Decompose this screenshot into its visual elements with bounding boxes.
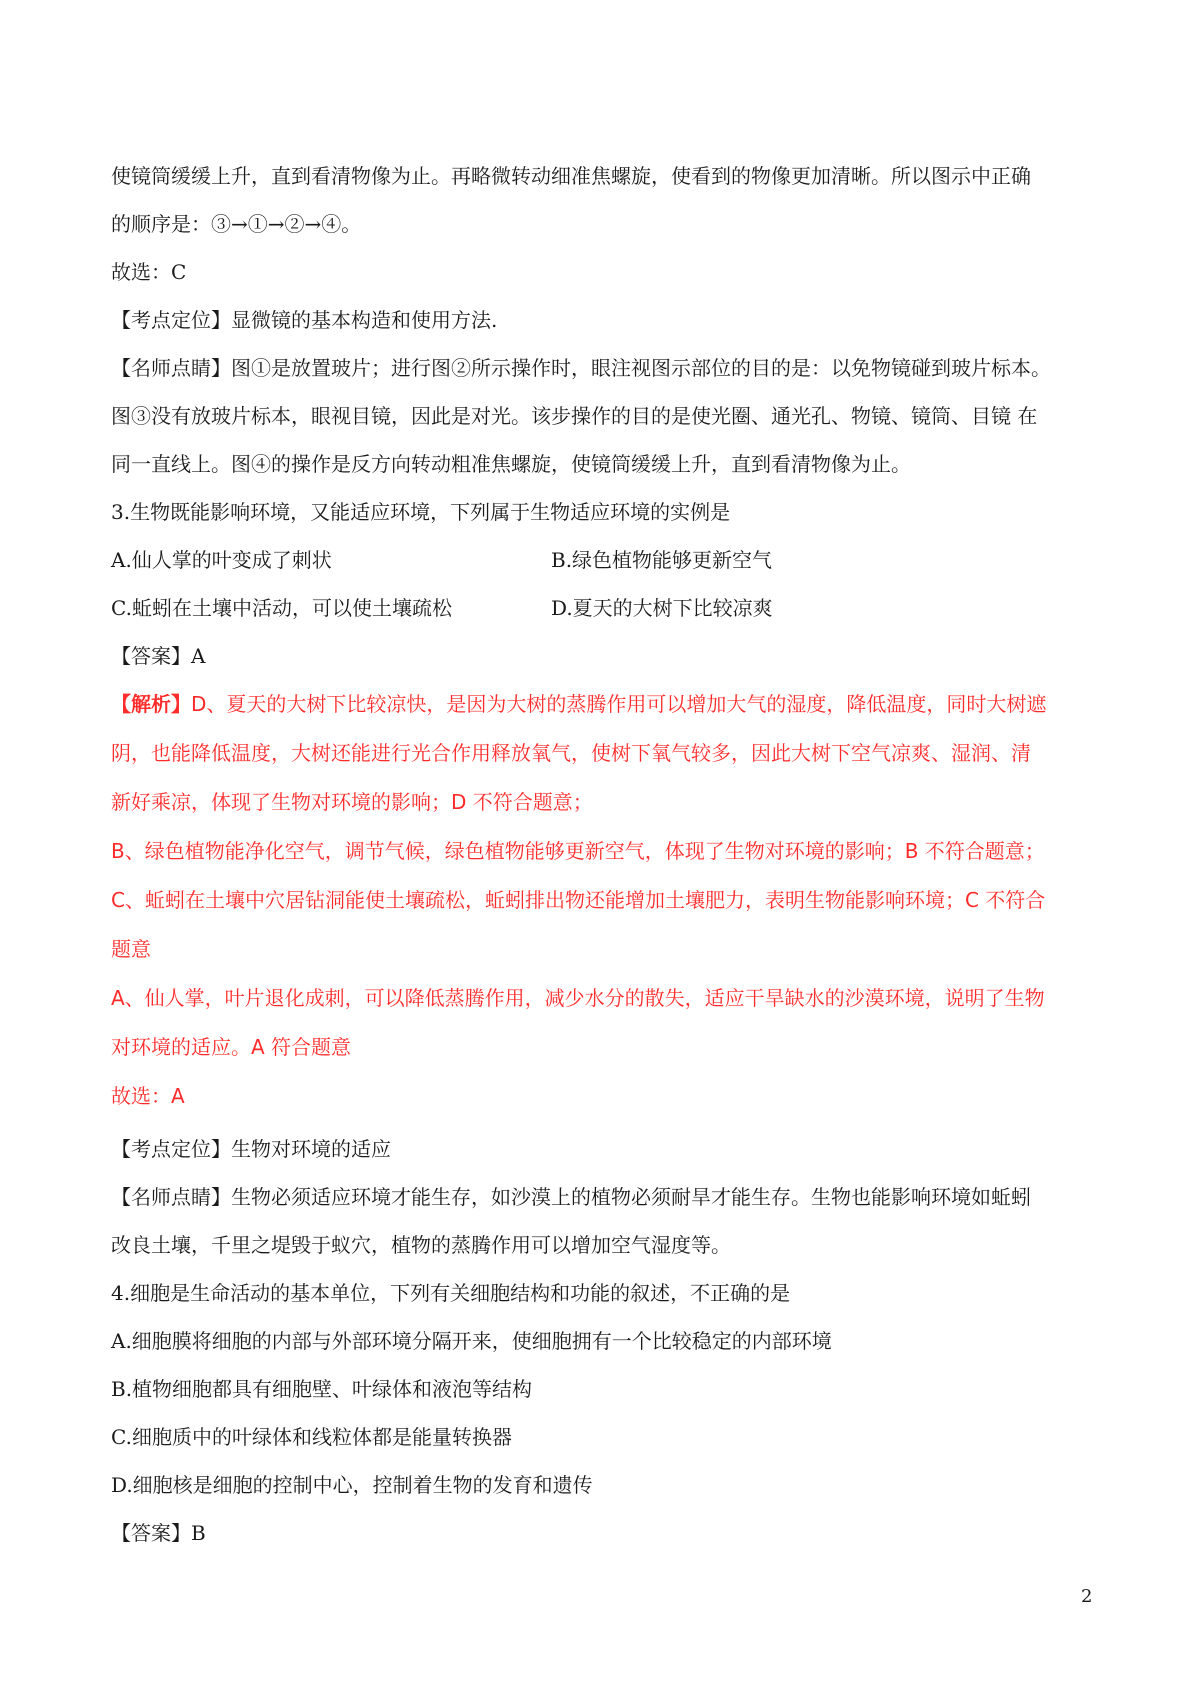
q3-analysis <box>111 680 1101 1121</box>
page-content <box>111 152 1101 1557</box>
q3-analysis-line-1: 【解析】D、夏天的大树下比较凉快，是因为大树的蒸腾作用可以增加大气的湿度，降低温度，同时大树遮 <box>111 692 1047 716</box>
q3-option-c: C.蚯蚓在土壤中活动，可以使土壤疏松 <box>111 596 452 620</box>
q3-mingshi-line-2: 改良土壤，千里之堤毁于蚁穴，植物的蒸腾作用可以增加空气湿度等。 <box>111 1233 731 1257</box>
q3-stem: 3.生物既能影响环境，又能适应环境，下列属于生物适应环境的实例是 <box>111 500 731 524</box>
q4-option-d: D.细胞核是细胞的控制中心，控制着生物的发育和遗传 <box>111 1473 593 1497</box>
q4-answer: 【答案】B <box>111 1521 206 1545</box>
prev-mingshi-line-3: 同一直线上。图④的操作是反方向转动粗准焦螺旋，使镜筒缓缓上升，直到看清物像为止。 <box>111 452 911 476</box>
q3-analysis-line-4: B、绿色植物能净化空气，调节气候，绿色植物能够更新空气，体现了生物对环境的影响；B 不符合题意； <box>111 839 1045 863</box>
analysis-label: 【解析】 <box>111 692 191 716</box>
q3-analysis-choice: 故选：A <box>111 1084 185 1108</box>
q3-analysis-line-7: A、仙人掌，叶片退化成刺，可以降低蒸腾作用，减少水分的散失，适应干旱缺水的沙漠环境，说明了生物 <box>111 986 1045 1010</box>
q3-option-d: D.夏天的大树下比较凉爽 <box>551 596 773 620</box>
q3-analysis-line-5: C、蚯蚓在土壤中穴居钻洞能使土壤疏松，蚯蚓排出物还能增加土壤肥力，表明生物能影响环境；C 不符合 <box>111 888 1046 912</box>
q3-option-a: A.仙人掌的叶变成了刺状 <box>111 548 332 572</box>
q3-options-row-1 <box>111 536 1101 584</box>
q3-analysis-line-6: 题意 <box>111 937 151 961</box>
q3-option-b: B.绿色植物能够更新空气 <box>551 548 773 572</box>
q4-option-c: C.细胞质中的叶绿体和线粒体都是能量转换器 <box>111 1425 512 1449</box>
prev-choice: 故选：C <box>111 260 187 284</box>
q3-kaodian: 【考点定位】生物对环境的适应 <box>111 1137 391 1161</box>
q3-analysis-line-2: 阴，也能降低温度，大树还能进行光合作用释放氧气，使树下氧气较多，因此大树下空气凉爽、湿润、清 <box>111 741 1031 765</box>
q3-mingshi-line-1: 【名师点睛】生物必须适应环境才能生存，如沙漠上的植物必须耐旱才能生存。生物也能影响环境如蚯蚓 <box>111 1185 1031 1209</box>
page-number: 2 <box>1081 1586 1093 1607</box>
prev-explanation-line-1: 使镜筒缓缓上升，直到看清物像为止。再略微转动细准焦螺旋，使看到的物像更加清晰。所以图示中正确 <box>111 164 1031 188</box>
q3-answer: 【答案】A <box>111 644 206 668</box>
q4-stem: 4.细胞是生命活动的基本单位，下列有关细胞结构和功能的叙述，不正确的是 <box>111 1281 791 1305</box>
prev-kaodian: 【考点定位】显微镜的基本构造和使用方法. <box>111 308 498 332</box>
q4-option-a: A.细胞膜将细胞的内部与外部环境分隔开来，使细胞拥有一个比较稳定的内部环境 <box>111 1329 832 1353</box>
prev-mingshi-line-2: 图③没有放玻片标本，眼视目镜，因此是对光。该步操作的目的是使光圈、通光孔、物镜、镜筒、目镜 在 <box>111 404 1038 428</box>
q4-option-b: B.植物细胞都具有细胞壁、叶绿体和液泡等结构 <box>111 1377 533 1401</box>
prev-mingshi-line-1: 【名师点睛】图①是放置玻片；进行图②所示操作时，眼注视图示部位的目的是：以免物镜碰到玻片标本。 <box>111 356 1051 380</box>
q3-options-row-2 <box>111 584 1101 632</box>
prev-explanation-line-2: 的顺序是：③→①→②→④。 <box>111 212 362 236</box>
q3-analysis-line-3: 新好乘凉，体现了生物对环境的影响；D 不符合题意； <box>111 790 593 814</box>
q3-analysis-line-8: 对环境的适应。A 符合题意 <box>111 1035 352 1059</box>
